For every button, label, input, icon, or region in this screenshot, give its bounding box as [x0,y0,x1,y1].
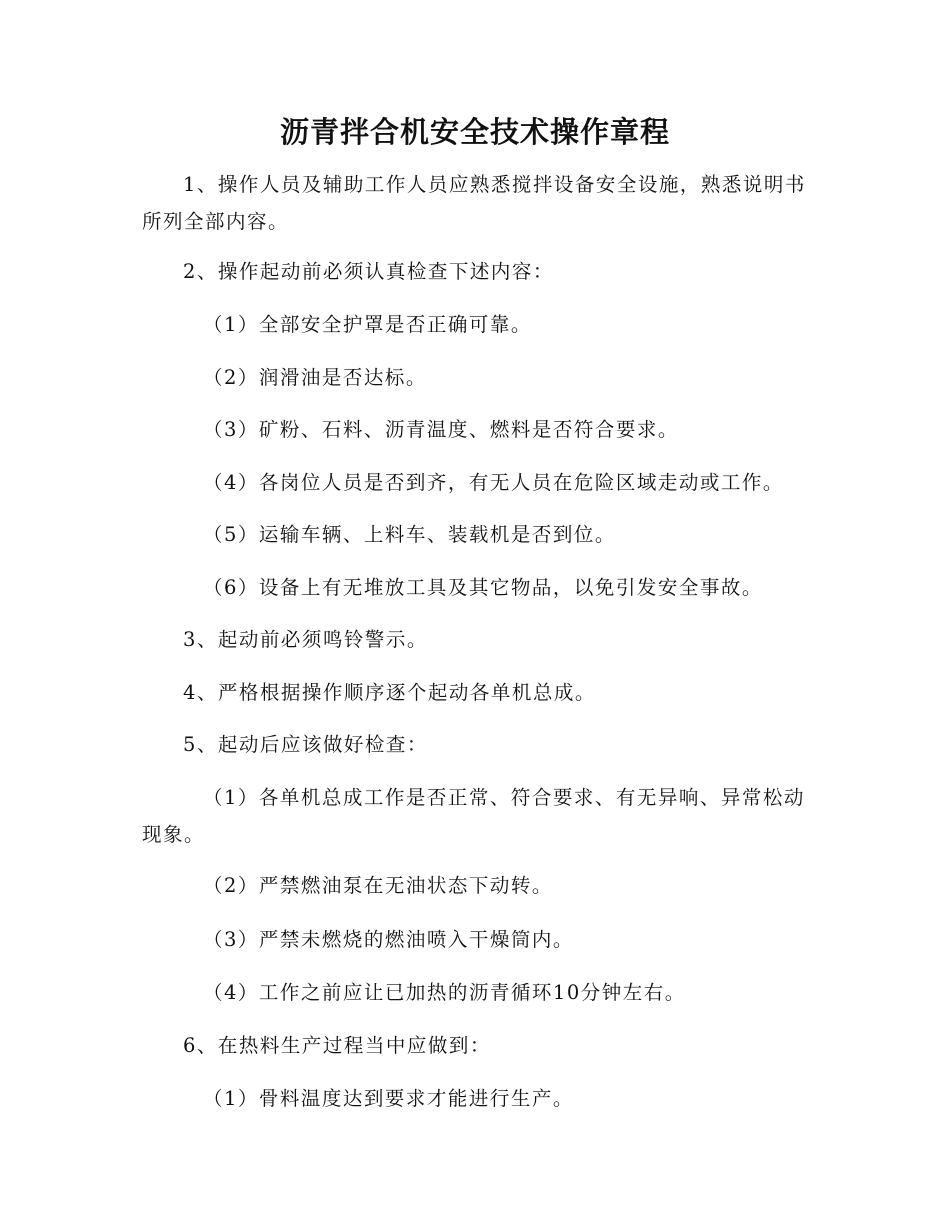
paragraph-item-3: 3、起动前必须鸣铃警示。 [183,628,428,651]
paragraph-item-4: 4、严格根据操作顺序逐个起动各单机总成。 [183,681,596,704]
paragraph-subitem-2-2: （2）润滑油是否达标。 [203,366,427,389]
paragraph-subitem-5-2: （2）严禁燃油泵在无油状态下动转。 [203,874,553,897]
paragraph-subitem-5-4: （4）工作之前应让已加热的沥青循环10分钟左右。 [203,981,686,1004]
paragraph-item-2: 2、操作起动前必须认真检查下述内容： [183,260,554,283]
paragraph-subitem-2-4: （4）各岗位人员是否到齐，有无人员在危险区域走动或工作。 [203,471,784,494]
paragraph-subitem-5-1: （1）各单机总成工作是否正常、符合要求、有无异响、异常松动现象。 [142,786,805,846]
paragraph-subitem-2-3: （3）矿粉、石料、沥青温度、燃料是否符合要求。 [203,418,679,441]
paragraph-subitem-2-1: （1）全部安全护罩是否正确可靠。 [203,313,532,336]
paragraph-subitem-6-1: （1）骨料温度达到要求才能进行生产。 [203,1087,574,1110]
paragraph-subitem-2-5: （5）运输车辆、上料车、装载机是否到位。 [203,523,616,546]
paragraph-subitem-5-3: （3）严禁未燃烧的燃油喷入干燥筒内。 [203,928,574,951]
document-title: 沥青拌合机安全技术操作章程 [279,115,670,149]
paragraph-item-6: 6、在热料生产过程当中应做到： [183,1034,491,1057]
paragraph-item-5: 5、起动后应该做好检查： [183,733,428,756]
paragraph-subitem-2-6: （6）设备上有无堆放工具及其它物品，以免引发安全事故。 [203,576,763,599]
paragraph-item-1: 1、操作人员及辅助工作人员应熟悉搅拌设备安全设施，熟悉说明书所列全部内容。 [142,173,806,233]
